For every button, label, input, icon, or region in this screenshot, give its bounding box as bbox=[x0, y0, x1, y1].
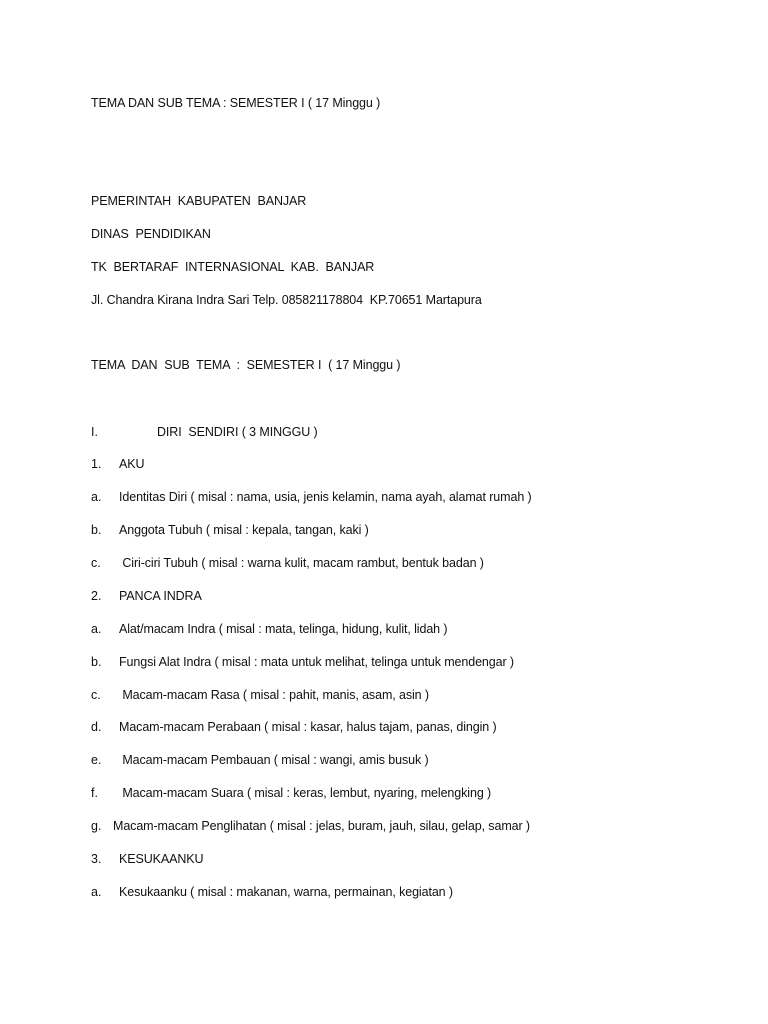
item-text: Ciri-ciri Tubuh ( misal : warna kulit, macam rambut, bentuk badan ) bbox=[119, 556, 484, 570]
item-text: AKU bbox=[119, 457, 145, 471]
header-line-government: PEMERINTAH KABUPATEN BANJAR bbox=[91, 194, 307, 208]
header-line-school: TK BERTARAF INTERNASIONAL KAB. BANJAR bbox=[91, 260, 375, 274]
item-text: Identitas Diri ( misal : nama, usia, jenis kelamin, nama ayah, alamat rumah ) bbox=[119, 490, 532, 504]
item-number: e. bbox=[91, 753, 102, 767]
item-text: Alat/macam Indra ( misal : mata, telinga, hidung, kulit, lidah ) bbox=[119, 622, 448, 636]
item-text: DIRI SENDIRI ( 3 MINGGU ) bbox=[157, 425, 318, 439]
item-number: d. bbox=[91, 720, 102, 734]
item-number: b. bbox=[91, 523, 102, 537]
item-number: I. bbox=[91, 425, 98, 439]
item-text: Macam-macam Perabaan ( misal : kasar, halus tajam, panas, dingin ) bbox=[119, 720, 497, 734]
item-number: g. bbox=[91, 819, 102, 833]
item-text: Macam-macam Pembauan ( misal : wangi, amis busuk ) bbox=[119, 753, 429, 767]
item-text: KESUKAANKU bbox=[119, 852, 204, 866]
item-number: a. bbox=[91, 885, 102, 899]
item-number: 3. bbox=[91, 852, 102, 866]
item-text: Macam-macam Penglihatan ( misal : jelas, buram, jauh, silau, gelap, samar ) bbox=[113, 819, 530, 833]
item-text: Anggota Tubuh ( misal : kepala, tangan, kaki ) bbox=[119, 523, 369, 537]
top-title: TEMA DAN SUB TEMA : SEMESTER I ( 17 Minggu ) bbox=[91, 96, 381, 110]
header-line-address: Jl. Chandra Kirana Indra Sari Telp. 085821178804 KP.70651 Martapura bbox=[91, 293, 482, 307]
item-text: Macam-macam Rasa ( misal : pahit, manis, asam, asin ) bbox=[119, 688, 429, 702]
header-line-department: DINAS PENDIDIKAN bbox=[91, 227, 211, 241]
item-number: 1. bbox=[91, 457, 102, 471]
section-title: TEMA DAN SUB TEMA : SEMESTER I ( 17 Minggu ) bbox=[91, 358, 401, 372]
item-text: PANCA INDRA bbox=[119, 589, 202, 603]
item-number: a. bbox=[91, 490, 102, 504]
item-text: Macam-macam Suara ( misal : keras, lembut, nyaring, melengking ) bbox=[119, 786, 492, 800]
item-number: c. bbox=[91, 556, 101, 570]
item-number: a. bbox=[91, 622, 102, 636]
item-number: f. bbox=[91, 786, 98, 800]
item-number: 2. bbox=[91, 589, 102, 603]
item-number: c. bbox=[91, 688, 101, 702]
item-text: Kesukaanku ( misal : makanan, warna, permainan, kegiatan ) bbox=[119, 885, 453, 899]
item-text: Fungsi Alat Indra ( misal : mata untuk melihat, telinga untuk mendengar ) bbox=[119, 655, 514, 669]
item-number: b. bbox=[91, 655, 102, 669]
